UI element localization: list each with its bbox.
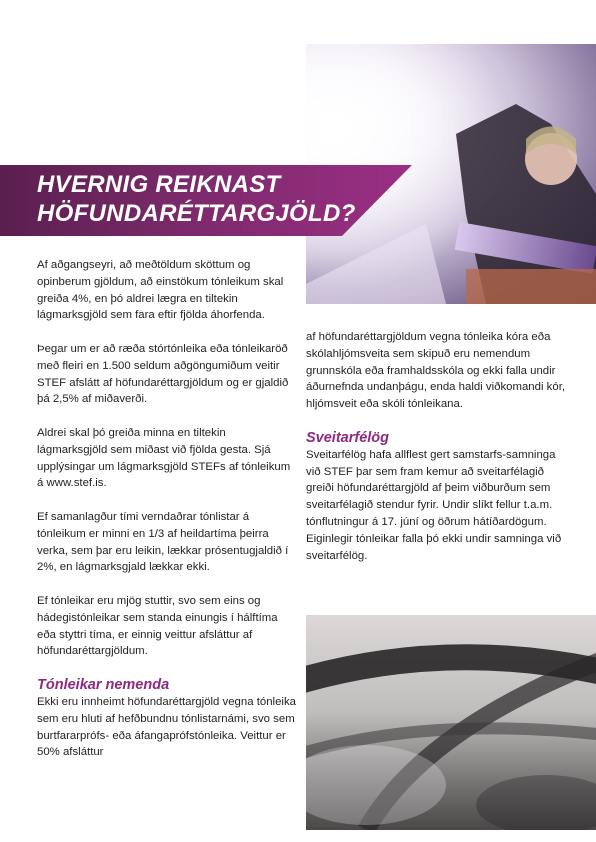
paragraph-admission-fees: Af aðgangseyri, að meðtöldum sköttum og opinberum gjöldum, að einstökum tónleikum skal greiða 4%, en þó aldrei lægra en tiltekin lágmarksgjöld sem fara eftir fjölda áhorfenda. bbox=[37, 259, 284, 322]
instrument-photo-bottom-illustration bbox=[306, 615, 596, 830]
left-text-column bbox=[37, 257, 299, 778]
paragraph-minimum-fees: Aldrei skal þó greiða minna en tiltekin lágmarksgjöld sem miðast við fjölda gesta. Sjá upplýsingar um lágmarksgjöld STEFs af tónleikum á www.stef.is. bbox=[37, 426, 291, 490]
paragraph-student-concerts: Ekki eru innheimt höfundaréttargjöld vegna tónleika sem eru hluti af hefðbundnu tónlistarnámi, svo sem burtfararprófs- eða áfangaprófstónleika. Veittur er 50% afsláttur bbox=[37, 695, 296, 759]
page-title-line-2: HÖFUNDARÉTTARGJÖLD? bbox=[37, 200, 356, 227]
paragraph-protected-music-time: Ef samanlagður tími verndaðrar tónlistar á tónleikum er minni en 1/3 af heildartíma þeirra verka, sem þar eru leikin, lækkar prósentugjaldið í 2%, en lágmarksgjald lækkar ekki. bbox=[37, 510, 289, 574]
right-text-column bbox=[306, 329, 568, 564]
paragraph-short-concerts: Ef tónleikar eru mjög stuttir, svo sem eins og hádegistónleikar sem standa einungis í hálftíma eða styttri tíma, er einnig veittur afsláttur af höfundaréttargjöldum. bbox=[37, 594, 278, 658]
paragraph-large-concerts: Þegar um er að ræða stórtónleika eða tónleikaröð með fleiri en 1.500 seldum aðgöngumiðum veitir STEF afslátt af höfundaréttargjöldum og er gjaldið þá 2,5% af miðaverði. bbox=[37, 342, 289, 406]
paragraph-municipalities: Sveitarfélög hafa allflest gert samstarfs-samninga við STEF þar sem fram kemur að sveitarfélagið greiði höfundaréttargjöld af þeim viðburðum sem sveitarfélagið stendur fyrir. Undir slíkt fellur t.a.m. tónflutningur á 17. júní og öðrum hátíðardögum. Eiginlegir tónleikar falla þó ekki undir samninga við sveitarfélög. bbox=[306, 448, 562, 562]
instrument-photo-bottom bbox=[306, 615, 596, 830]
page-title-line-1: HVERNIG REIKNAST bbox=[37, 171, 281, 198]
section-heading-student-concerts: Tónleikar nemenda bbox=[37, 676, 170, 693]
section-heading-municipalities: Sveitarfélög bbox=[306, 429, 389, 446]
page-title bbox=[37, 170, 377, 228]
paragraph-student-concerts-continued: af höfundaréttargjöldum vegna tónleika kóra eða skólahljómsveita sem skipuð eru nemendum grunnskóla eða framhaldsskóla og ekki falla undir áðurnefnda undanþágu, enda haldi viðkomandi kór, hljómsveit eða skóli tónleikana. bbox=[306, 331, 566, 411]
